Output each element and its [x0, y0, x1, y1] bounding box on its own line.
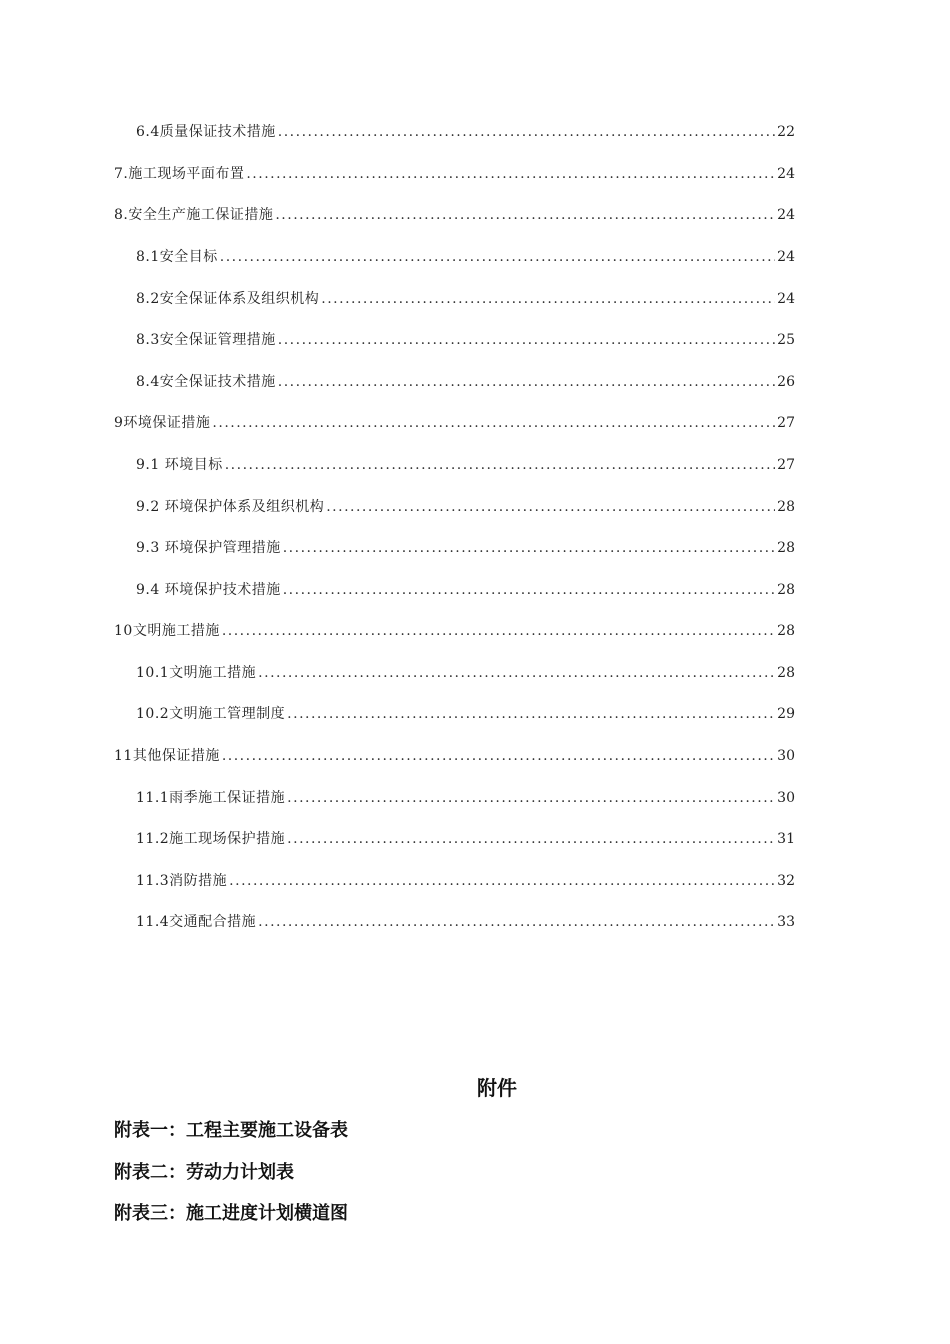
- toc-dot-leader: [220, 247, 775, 267]
- toc-entry[interactable]: [114, 746, 795, 766]
- appendix-item[interactable]: 附表一：工程主要施工设备表: [114, 1120, 348, 1141]
- appendix-heading: 附件: [477, 1076, 517, 1100]
- toc-dot-leader: [246, 164, 775, 184]
- toc-entry[interactable]: [136, 330, 795, 350]
- toc-dot-leader: [229, 871, 775, 891]
- toc-entry-title: 6.4质量保证技术措施: [136, 124, 276, 140]
- toc-entry[interactable]: [114, 621, 795, 641]
- toc-entry-page: 28: [777, 499, 795, 515]
- toc-dot-leader: [278, 372, 775, 392]
- appendix-item[interactable]: 附表二：劳动力计划表: [114, 1162, 294, 1183]
- toc-dot-leader: [258, 912, 775, 932]
- toc-entry-title: 11.2施工现场保护措施: [136, 831, 286, 847]
- toc-entry-page: 28: [777, 623, 795, 639]
- toc-entry-title: 8.4安全保证技术措施: [136, 374, 276, 390]
- toc-dot-leader: [287, 829, 775, 849]
- toc-entry-title: 10.1文明施工措施: [136, 665, 257, 681]
- toc-entry[interactable]: [136, 663, 795, 683]
- toc-entry-title: 10.2文明施工管理制度: [136, 706, 286, 722]
- toc-entry-page: 24: [777, 207, 795, 223]
- toc-entry[interactable]: [136, 871, 795, 891]
- toc-dot-leader: [222, 621, 775, 641]
- toc-dot-leader: [287, 788, 775, 808]
- toc-dot-leader: [225, 455, 775, 475]
- toc-dot-leader: [222, 746, 775, 766]
- toc-entry[interactable]: [136, 829, 795, 849]
- toc-entry[interactable]: [136, 122, 795, 142]
- toc-dot-leader: [258, 663, 775, 683]
- toc-entry[interactable]: [136, 580, 795, 600]
- toc-entry[interactable]: [114, 164, 795, 184]
- toc-entry[interactable]: [136, 289, 795, 309]
- toc-entry-page: 27: [777, 457, 795, 473]
- toc-entry-page: 28: [777, 582, 795, 598]
- toc-entry-title: 8.3安全保证管理措施: [136, 332, 276, 348]
- toc-entry-page: 28: [777, 665, 795, 681]
- toc-entry-page: 33: [777, 914, 795, 930]
- toc-entry-page: 28: [777, 540, 795, 556]
- toc-entry-title: 11.3消防措施: [136, 873, 228, 889]
- toc-entry-page: 30: [777, 790, 795, 806]
- toc-entry-title: 8.2安全保证体系及组织机构: [136, 291, 320, 307]
- toc-entry-page: 24: [777, 291, 795, 307]
- toc-entry-page: 30: [777, 748, 795, 764]
- toc-entry[interactable]: [136, 788, 795, 808]
- toc-entry[interactable]: [136, 247, 795, 267]
- toc-entry[interactable]: [136, 912, 795, 932]
- toc-dot-leader: [283, 580, 775, 600]
- toc-dot-leader: [287, 704, 775, 724]
- toc-entry-title: 9.3 环境保护管理措施: [136, 540, 281, 556]
- toc-entry-page: 24: [777, 249, 795, 265]
- toc-entry-title: 11.1雨季施工保证措施: [136, 790, 286, 806]
- toc-entry-title: 11其他保证措施: [114, 748, 220, 764]
- toc-entry-title: 9环境保证措施: [114, 415, 211, 431]
- toc-dot-leader: [278, 122, 775, 142]
- toc-entry[interactable]: [136, 455, 795, 475]
- toc-dot-leader: [212, 413, 775, 433]
- toc-entry-title: 9.2 环境保护体系及组织机构: [136, 499, 325, 515]
- toc-entry-page: 31: [777, 831, 795, 847]
- toc-dot-leader: [283, 538, 775, 558]
- toc-dot-leader: [275, 205, 775, 225]
- toc-entry-title: 8.1安全目标: [136, 249, 218, 265]
- toc-entry-page: 25: [777, 332, 795, 348]
- toc-entry-title: 11.4交通配合措施: [136, 914, 257, 930]
- toc-dot-leader: [321, 289, 775, 309]
- toc-entry-title: 7.施工现场平面布置: [114, 166, 245, 182]
- toc-entry-title: 9.1 环境目标: [136, 457, 223, 473]
- toc-entry-title: 8.安全生产施工保证措施: [114, 207, 274, 223]
- toc-entry-page: 27: [777, 415, 795, 431]
- toc-entry[interactable]: [136, 538, 795, 558]
- toc-entry-page: 24: [777, 166, 795, 182]
- toc-entry-page: 32: [777, 873, 795, 889]
- toc-entry-page: 22: [777, 124, 795, 140]
- toc-entry[interactable]: [114, 413, 795, 433]
- toc-entry[interactable]: [136, 704, 795, 724]
- toc-entry[interactable]: [114, 205, 795, 225]
- toc-entry[interactable]: [136, 372, 795, 392]
- toc-entry-page: 26: [777, 374, 795, 390]
- toc-entry-page: 29: [777, 706, 795, 722]
- toc-entry-title: 9.4 环境保护技术措施: [136, 582, 281, 598]
- toc-dot-leader: [278, 330, 775, 350]
- toc-entry-title: 10文明施工措施: [114, 623, 220, 639]
- toc-dot-leader: [326, 497, 775, 517]
- appendix-item[interactable]: 附表三：施工进度计划横道图: [114, 1203, 348, 1224]
- toc-entry[interactable]: [136, 497, 795, 517]
